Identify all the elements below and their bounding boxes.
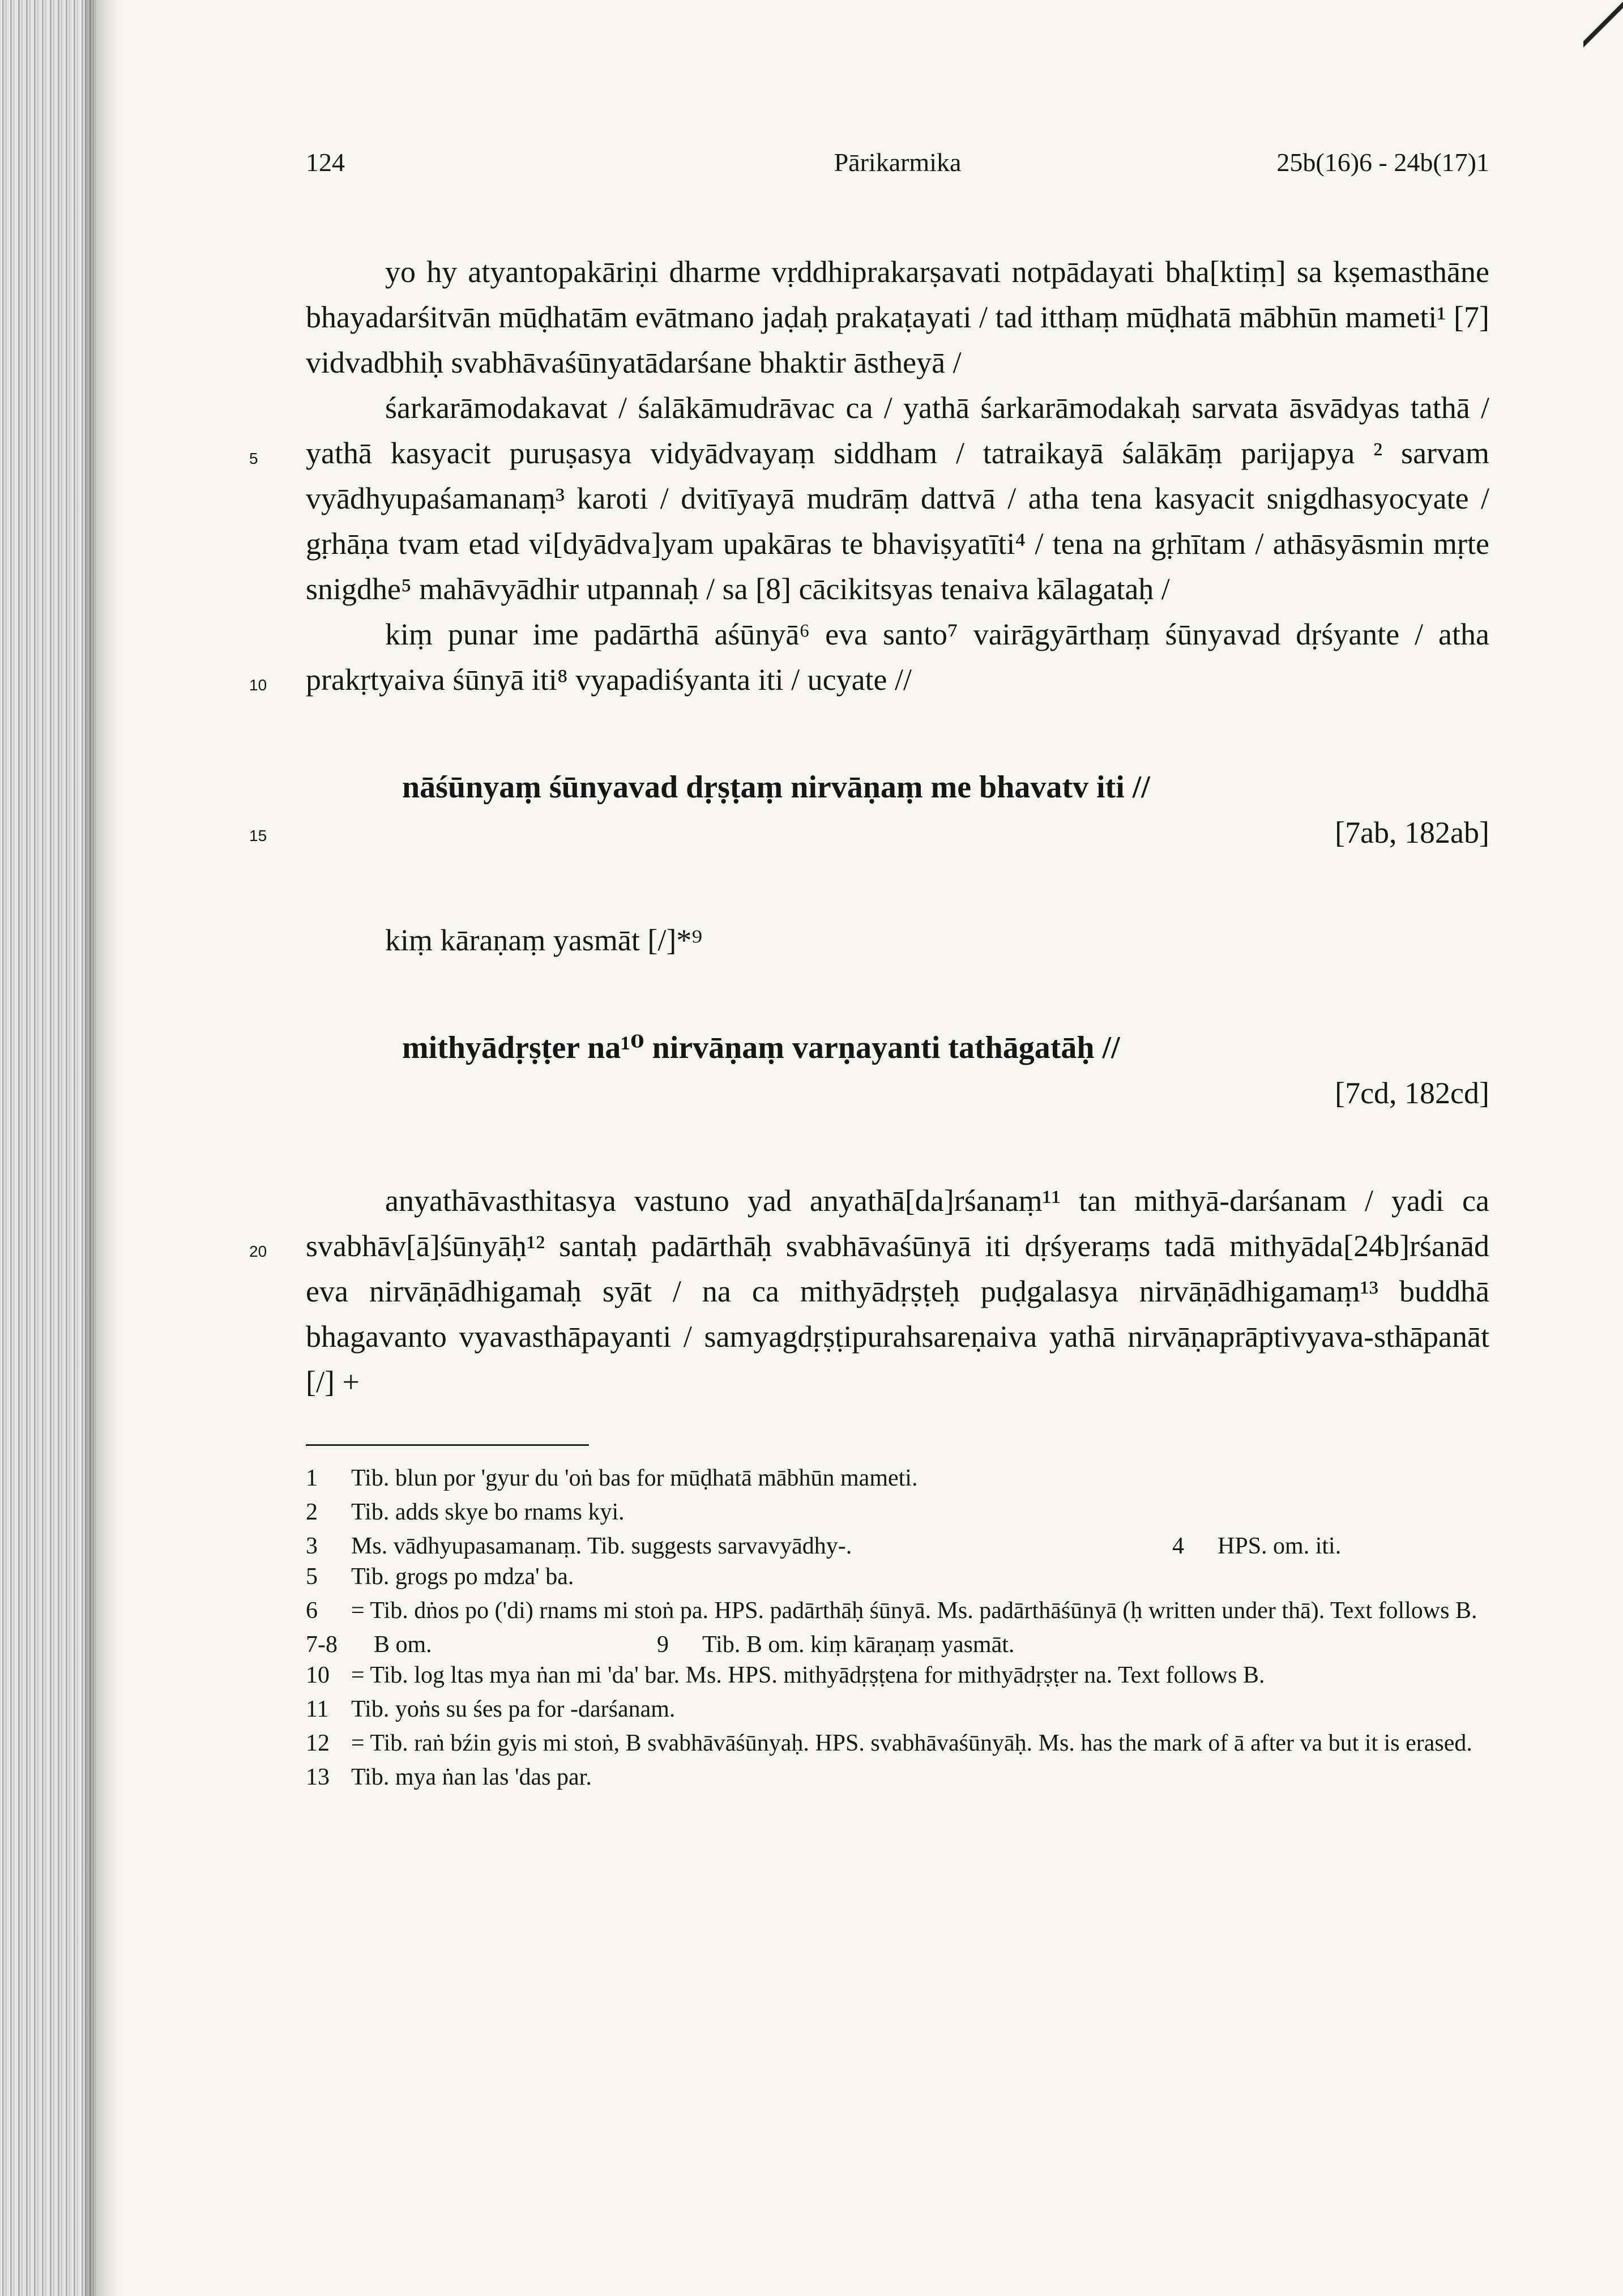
verse-line: nāśūnyaṃ śūnyavad dṛṣṭaṃ nirvāṇaṃ me bhavatv iti // bbox=[402, 770, 1150, 805]
footnote-text: Ms. vādhyupasamanaṃ. Tib. suggests sarvavyādhy-. bbox=[351, 1533, 852, 1559]
footnotes bbox=[306, 1463, 1489, 1793]
verse-line: mithyādṛṣṭer na¹⁰ nirvāṇaṃ varṇayanti tathāgatāḥ // bbox=[402, 1030, 1120, 1065]
footnote-number: 9 bbox=[657, 1632, 669, 1658]
footnote-number: 13 bbox=[306, 1764, 330, 1790]
line-number: 10 bbox=[249, 676, 267, 694]
paragraph: anyathāvasthitasya vastuno yad anyathā[da]rśanaṃ¹¹ tan mithyā-darśanam / yadi ca svabhāv[ā]śūnyāḥ¹² santaḥ padārthāḥ svabhāvaśūnyā iti dṛśyeraṃs tadā mithyāda[24b]rśanād eva nirvāṇādhigamaḥ syāt / na ca mithyādṛṣṭeḥ puḍgalasya nirvāṇādhigamaṃ¹³ buddhā bhagavanto vyavasthāpayanti / samyagdṛṣṭipurahsareṇaiva yathā nirvāṇaprāptivyava-sthāpanāt [/] + bbox=[306, 1184, 1489, 1399]
footnote bbox=[306, 1463, 1489, 1493]
footnote bbox=[1172, 1531, 1489, 1561]
line-number: 15 bbox=[249, 827, 267, 844]
book-binding-edge bbox=[0, 0, 96, 2296]
footnote-row bbox=[306, 1531, 1489, 1561]
line-number: 5 bbox=[249, 450, 258, 467]
footnote-number: 1 bbox=[306, 1465, 318, 1491]
footnote-number: 11 bbox=[306, 1696, 329, 1722]
footnote-text: = Tib. dṅos po ('di) rnams mi stoṅ pa. HPS. padārthāḥ śūnyā. Ms. padārthāśūnyā (ḥ written under thā). Text follows B. bbox=[351, 1598, 1477, 1624]
footnote-text: Tib. blun por 'gyur du 'oṅ bas for mūḍhatā mābhūn mameti. bbox=[351, 1465, 918, 1491]
paragraph: kiṃ punar ime padārthā aśūnyā⁶ eva santo⁷ vairāgyārthaṃ śūnyavad dṛśyante / atha prakṛtyaiva śūnyā iti⁸ vyapadiśyanta iti / ucyate // bbox=[306, 617, 1489, 697]
footnote-text: HPS. om. iti. bbox=[1218, 1533, 1342, 1559]
running-head bbox=[306, 136, 1489, 181]
folio-range: 25b(16)6 - 24b(17)1 bbox=[1276, 148, 1489, 177]
page-number: 124 bbox=[306, 148, 345, 177]
footnote-number: 4 bbox=[1172, 1533, 1184, 1559]
footnote bbox=[306, 1531, 917, 1561]
footnote-text: = Tib. raṅ bźin gyis mi stoṅ, B svabhāvāśūnyaḥ. HPS. svabhāvaśūnyāḥ. Ms. has the mark of ā after va but it is erased. bbox=[351, 1730, 1472, 1756]
footnote-number: 7-8 bbox=[306, 1632, 338, 1658]
paragraph: yo hy atyantopakāriṇi dharme vṛddhiprakarṣavati notpādayati bha[ktiṃ] sa kṣemasthāne bhayadarśitvān mūḍhatām evātmano jaḍaḥ prakaṭayati / tad itthaṃ mūḍhatā mābhūn mameti¹ [7] vidvadbhiḥ svabhāvaśūnyatādarśane bhaktir āstheyā / bbox=[306, 255, 1489, 379]
footnote bbox=[657, 1629, 1489, 1660]
verse-reference: [7cd, 182cd] bbox=[1335, 1076, 1489, 1110]
page-content bbox=[249, 136, 1489, 1796]
gutter-shadow bbox=[85, 0, 119, 2296]
footnote-text: Tib. mya ṅan las 'das par. bbox=[351, 1764, 592, 1790]
footnote-text: Tib. yoṅs su śes pa for -darśanam. bbox=[351, 1696, 676, 1722]
paragraph: śarkarāmodakavat / śalākāmudrāvac ca / yathā śarkarāmodakaḥ sarvata āsvādyas tathā / yathā kasyacit puruṣasya vidyādvayaṃ siddham / tatraikayā śalākāṃ parijapya ² sarvam vyādhyupaśamanaṃ³ karoti / dvitīyayā mudrāṃ dattvā / atha tena kasyacit snigdhasyocyate / gṛhāṇa tvam etad vi[dyādva]yam upakāras te bhaviṣyatīti⁴ / tena na gṛhītam / athāsyāsmin mṛte snigdhe⁵ mahāvyādhir utpannaḥ / sa [8] cācikitsyas tenaiva kālagataḥ / bbox=[306, 391, 1489, 606]
main-text bbox=[306, 917, 1489, 963]
footnote bbox=[306, 1561, 1489, 1592]
footnote-number: 5 bbox=[306, 1564, 318, 1590]
footnote-text: Tib. B om. kiṃ kāraṇaṃ yasmāt. bbox=[702, 1632, 1015, 1658]
verse-reference: [7ab, 182ab] bbox=[1335, 816, 1489, 850]
paragraph: kiṃ kāraṇaṃ yasmāt [/]*⁹ bbox=[385, 923, 703, 957]
footnote-number: 10 bbox=[306, 1662, 330, 1688]
footnote bbox=[306, 1728, 1489, 1759]
footnote bbox=[306, 1629, 657, 1660]
footnote-text: Tib. adds skye bo rnams kyi. bbox=[351, 1499, 625, 1525]
footnote bbox=[306, 1497, 1489, 1527]
verse-block bbox=[249, 765, 1489, 855]
footnote-text: Tib. grogs po mdza' ba. bbox=[351, 1564, 574, 1590]
main-text bbox=[249, 1178, 1489, 1405]
footnote-text: = Tib. log ltas mya ṅan mi 'da' bar. Ms. HPS. mithyādṛṣṭena for mithyādṛṣṭer na. Text follows B. bbox=[351, 1662, 1265, 1688]
footnote-number: 6 bbox=[306, 1598, 318, 1624]
footnote bbox=[306, 1762, 1489, 1793]
footnote-number: 3 bbox=[306, 1533, 318, 1559]
line-number: 20 bbox=[249, 1243, 267, 1260]
footnote bbox=[306, 1595, 1489, 1626]
footnote-text: B om. bbox=[374, 1632, 432, 1658]
main-text bbox=[249, 249, 1489, 702]
footnote-number: 2 bbox=[306, 1499, 318, 1525]
footnote bbox=[306, 1660, 1489, 1691]
footnote-number: 12 bbox=[306, 1730, 330, 1756]
running-title: Pārikarmika bbox=[834, 148, 962, 177]
footnote-row bbox=[306, 1629, 1489, 1660]
footnote-rule bbox=[306, 1444, 589, 1446]
verse-block bbox=[306, 1025, 1489, 1116]
footnote bbox=[306, 1694, 1489, 1725]
scan-corner-mark bbox=[1583, 0, 1623, 51]
